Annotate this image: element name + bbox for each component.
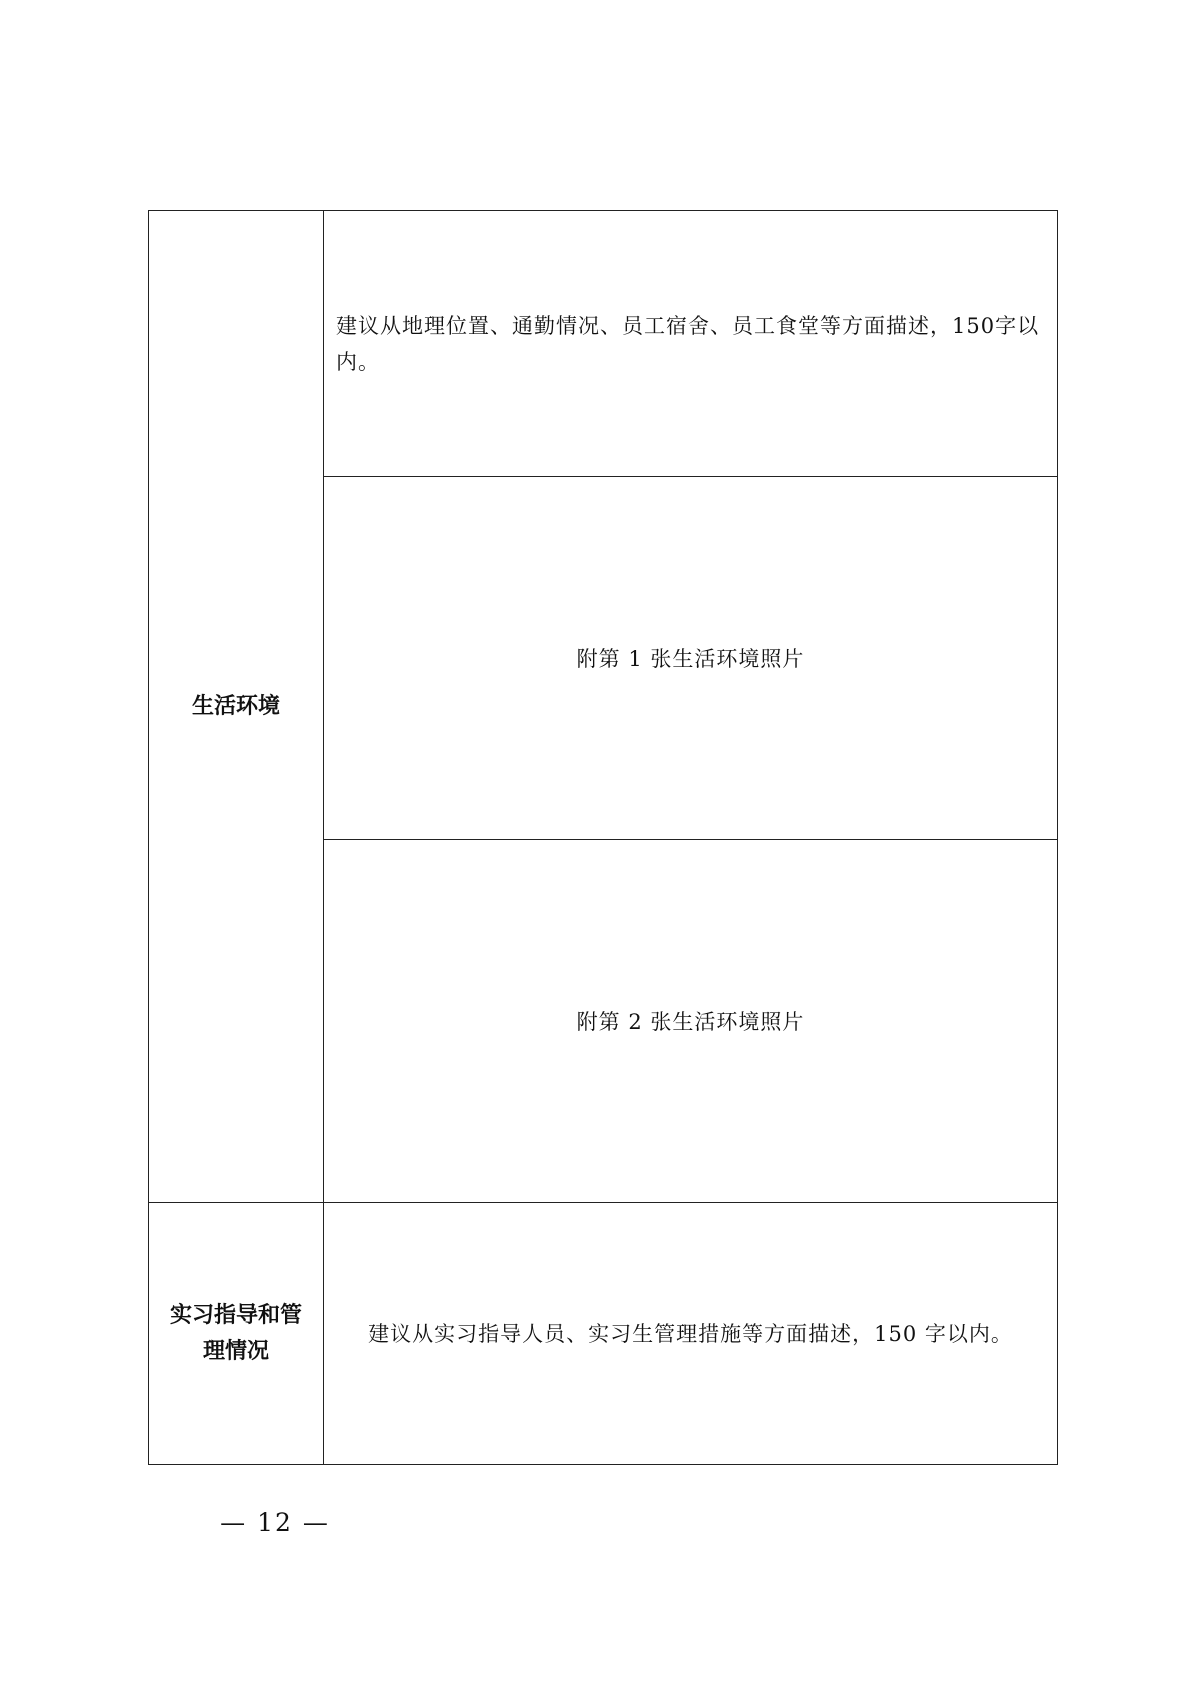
internship-guidance-description-cell[interactable]: [324, 1203, 1058, 1465]
living-environment-photo-1-placeholder: 附第 1 张生活环境照片: [576, 647, 805, 671]
page-number: — 12 —: [220, 1508, 330, 1537]
living-environment-photo-2-placeholder: 附第 2 张生活环境照片: [576, 1010, 805, 1034]
internship-report-table: [148, 210, 1058, 1465]
living-environment-description-row: [149, 211, 1058, 477]
living-environment-photo-1-cell[interactable]: [324, 477, 1058, 840]
internship-guidance-label: 实习指导和管理情况: [169, 1302, 302, 1364]
living-environment-photo-2-cell[interactable]: [324, 840, 1058, 1203]
living-environment-description-cell[interactable]: [324, 211, 1058, 477]
living-environment-description: 建议从地理位置、通勤情况、员工宿舍、员工食堂等方面描述，150字以内。: [336, 313, 1040, 374]
living-environment-label-cell: [149, 211, 324, 1203]
internship-guidance-label-cell: [149, 1203, 324, 1465]
internship-guidance-row: [149, 1203, 1058, 1465]
internship-guidance-description: 建议从实习指导人员、实习生管理措施等方面描述，150 字以内。: [368, 1321, 1013, 1346]
living-environment-label: 生活环境: [191, 693, 280, 719]
